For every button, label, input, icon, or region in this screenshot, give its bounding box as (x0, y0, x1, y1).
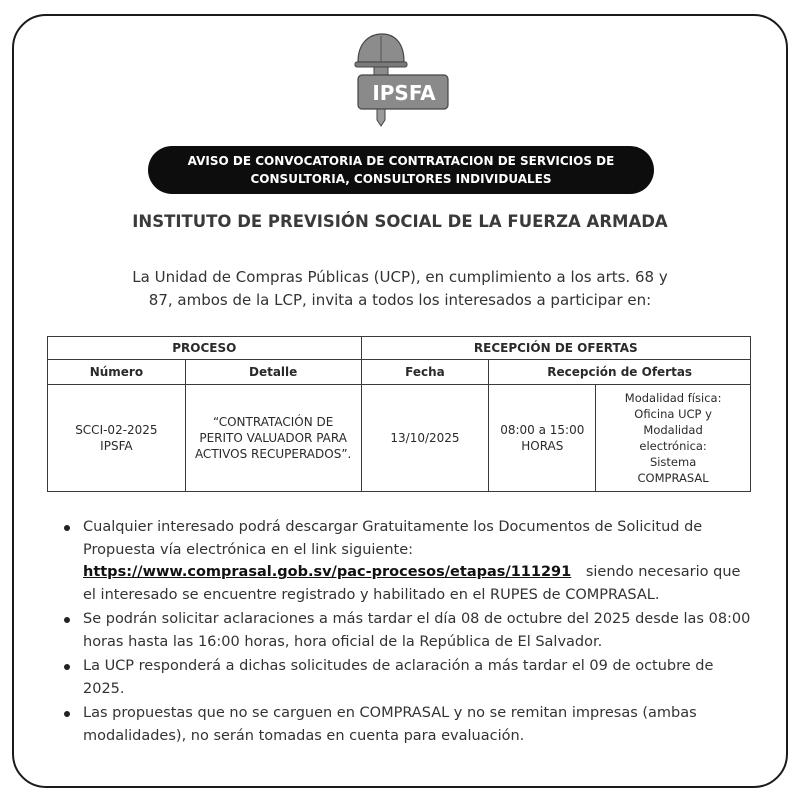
intro-line2: 87, ambos de la LCP, invita a todos los interesados a participar en: (148, 291, 652, 309)
intro-paragraph (100, 266, 700, 312)
info-bullets (62, 516, 752, 749)
header-recepcion: RECEPCIÓN DE OFERTAS (361, 337, 750, 360)
cell-fecha: 13/10/2025 (361, 385, 489, 492)
notice-title-line2: CONSULTORIA, CONSULTORES INDIVIDUALES (250, 172, 552, 186)
cell-modalidad: Modalidad física: Oficina UCP y Modalidad electrónica: Sistema COMPRASAL (596, 385, 751, 492)
col-recepcion-ofertas: Recepción de Ofertas (489, 360, 751, 385)
cell-detalle: “CONTRATACIÓN DE PERITO VALUADOR PARA ACTIVOS RECUPERADOS”. (185, 385, 361, 492)
list-item: La UCP responderá a dichas solicitudes de aclaración a más tardar el 09 de octubre de 2025. (62, 655, 752, 700)
table-row (48, 385, 751, 492)
ipsfa-logo (352, 32, 450, 128)
col-fecha: Fecha (361, 360, 489, 385)
list-item: Se podrán solicitar aclaraciones a más tardar el día 08 de octubre del 2025 desde las 08:00 horas hasta las 16:00 horas, hora oficial de la República de El Salvador. (62, 608, 752, 653)
col-numero: Número (48, 360, 186, 385)
comprasal-link[interactable]: https://www.comprasal.gob.sv/pac-procesos/etapas/111291 (83, 564, 572, 580)
cell-horario: 08:00 a 15:00 HORAS (489, 385, 596, 492)
list-item: Cualquier interesado podrá descargar Gratuitamente los Documentos de Solicitud de Propuesta vía electrónica en el link siguiente: https://www.comprasal.gob.sv/pac-procesos/etapas/111291 siendo necesario que el interesado se encuentre registrado y habilitado en el RUPES de COMPRASAL. (62, 516, 752, 606)
list-item: Las propuestas que no se carguen en COMPRASAL y no se remitan impresas (ambas modalidades), no serán tomadas en cuenta para evaluación. (62, 702, 752, 747)
process-table (47, 336, 751, 492)
header-proceso: PROCESO (48, 337, 362, 360)
intro-line1: La Unidad de Compras Públicas (UCP), en cumplimiento a los arts. 68 y (132, 268, 668, 286)
svg-text:IPSFA: IPSFA (372, 81, 436, 105)
notice-title (148, 146, 654, 194)
notice-title-line1: AVISO DE CONVOCATORIA DE CONTRATACION DE SERVICIOS DE (187, 154, 615, 168)
col-detalle: Detalle (185, 360, 361, 385)
cell-numero: SCCI-02-2025 IPSFA (48, 385, 186, 492)
institution-name: INSTITUTO DE PREVISIÓN SOCIAL DE LA FUERZA ARMADA (132, 212, 668, 231)
